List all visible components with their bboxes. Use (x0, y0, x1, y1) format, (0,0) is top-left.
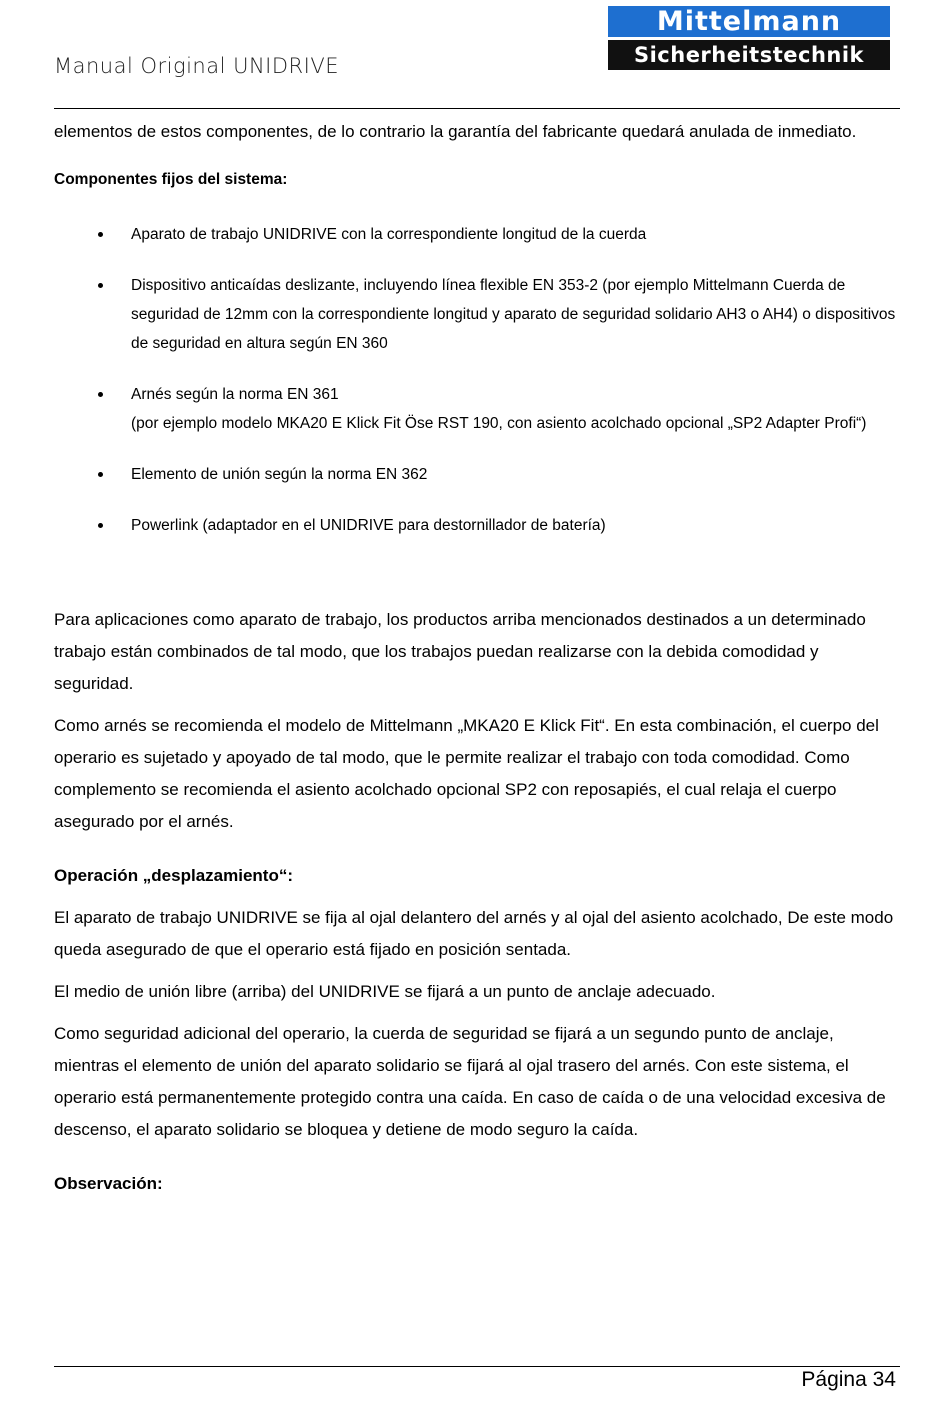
list-item: Aparato de trabajo UNIDRIVE con la correspondiente longitud de la cuerda (54, 220, 900, 249)
observation-heading: Observación: (54, 1174, 163, 1193)
footer-divider (54, 1366, 900, 1367)
list-item: Powerlink (adaptador en el UNIDRIVE para destornillador de batería) (54, 511, 900, 540)
bullet-icon (98, 523, 103, 528)
components-list (54, 220, 900, 540)
paragraph: Como arnés se recomienda el modelo de Mittelmann „MKA20 E Klick Fit“. En esta combinación, el cuerpo del operario es sujetado y apoyado de tal modo, que le permite realizar el trabajo con toda comodidad. Como complemento se recomienda el asiento acolchado opcional SP2 con reposapiés, el cual relaja el cuerpo asegurado por el arnés. (54, 716, 879, 831)
document-title: Manual Original UNIDRIVE (54, 54, 339, 78)
logo-subtitle: Sicherheitstechnik (608, 40, 890, 70)
list-item: Arnés según la norma EN 361 (por ejemplo modelo MKA20 E Klick Fit Öse RST 190, con asiento acolchado opcional „SP2 Adapter Profi“) (54, 380, 900, 438)
bullet-icon (98, 392, 103, 397)
list-item: Elemento de unión según la norma EN 362 (54, 460, 900, 489)
paragraph: El aparato de trabajo UNIDRIVE se fija al ojal delantero del arnés y al ojal del asiento acolchado, De este modo queda asegurado de que el operario está fijado en posición sentada. (54, 908, 894, 959)
bullet-icon (98, 283, 103, 288)
company-logo (608, 6, 890, 70)
components-heading: Componentes fijos del sistema: (54, 171, 288, 188)
intro-paragraph: elementos de estos componentes, de lo contrario la garantía del fabricante quedará anulada de inmediato. (54, 122, 857, 141)
logo-brand: Mittelmann (608, 6, 890, 37)
page-body (54, 116, 900, 1200)
bullet-icon (98, 232, 103, 237)
paragraph: Para aplicaciones como aparato de trabajo, los productos arriba mencionados destinados a un determinado trabajo están combinados de tal modo, que los trabajos puedan realizarse con la debida comodidad y seguridad. (54, 610, 866, 693)
header-divider (54, 108, 900, 109)
page-number: Página 34 (801, 1368, 896, 1391)
operation-heading: Operación „desplazamiento“: (54, 866, 293, 885)
paragraph: El medio de unión libre (arriba) del UNIDRIVE se fijará a un punto de anclaje adecuado. (54, 982, 716, 1001)
bullet-icon (98, 472, 103, 477)
list-item-note: (por ejemplo modelo MKA20 E Klick Fit Öse RST 190, con asiento acolchado opcional „SP2 Adapter Profi“) (131, 415, 867, 432)
list-item: Dispositivo anticaídas deslizante, incluyendo línea flexible EN 353-2 (por ejemplo Mittelmann Cuerda de seguridad de 12mm con la correspondiente longitud y aparato de seguridad solidario AH3 o AH4) o dispositivos de seguridad en altura según EN 360 (54, 271, 900, 358)
paragraph: Como seguridad adicional del operario, la cuerda de seguridad se fijará a un segundo punto de anclaje, mientras el elemento de unión del aparato solidario se fijará al ojal trasero del arnés. Con este sistema, el operario está permanentemente protegido contra una caída. En caso de caída o de una velocidad excesiva de descenso, el aparato solidario se bloquea y detiene de modo seguro la caída. (54, 1024, 886, 1139)
